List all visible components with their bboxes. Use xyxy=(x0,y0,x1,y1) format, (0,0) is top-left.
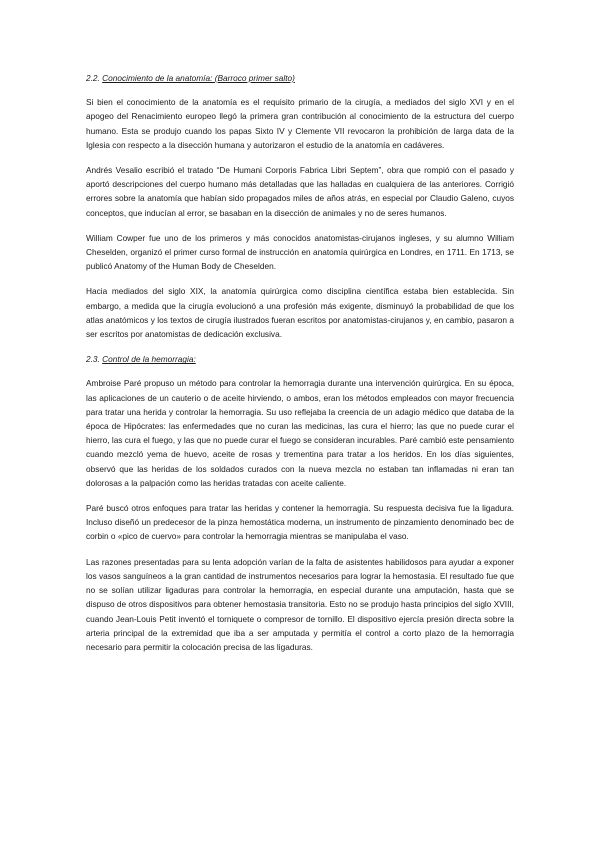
section-heading-2-3 xyxy=(86,352,514,366)
section-title: Control de la hemorragia: xyxy=(102,354,196,365)
paragraph: William Cowper fue uno de los primeros y más conocidos anatomistas-cirujanos ingleses, y su alumno William Cheselden, organizó el primer curso formal de instrucción en anatomía quirúrgica en Londres, en 1711. En 1713, se publicó Anatomy of the Human Body de Cheselden. xyxy=(86,232,514,272)
document-body xyxy=(86,71,514,665)
section-number: 2.3. xyxy=(86,354,100,365)
paragraph: Hacia mediados del siglo XIX, la anatomía quirúrgica como disciplina científica estaba bien establecida. Sin embargo, a medida que la cirugía evolucionó a una profesión más exigente, disminuyó la probabilidad de que los atlas anatómicos y los textos de cirugía ilustrados fueran escritos por anatomistas-cirujanos y, en cambio, pasaron a ser escritos por anatomistas de dedicación exclusiva. xyxy=(86,286,514,340)
section-heading-2-2 xyxy=(86,71,514,85)
paragraph: Si bien el conocimiento de la anatomía es el requisito primario de la cirugía, a mediados del siglo XVI y en el apogeo del Renacimiento europeo llegó la primera gran contribución al conocimiento de la estructura del cuerpo humano. Esta se produjo cuando los papas Sixto IV y Clemente VII revocaron la prohibición de larga data de la Iglesia con respecto a la disección humana y autorizaron el estudio de la anatomía en cadáveres. xyxy=(86,97,514,150)
paragraph: Andrés Vesalio escribió el tratado “De Humani Corporis Fabrica Libri Septem”, obra que rompió con el pasado y aportó descripciones del cuerpo humano más detalladas que las halladas en cualquiera de las anteriores. Corrigió errores sobre la anatomía que habían sido propagados miles de años atrás, en especial por Claudio Galeno, cuyos conceptos, que inducían al error, se basaban en la disección de animales y no de seres humanos. xyxy=(86,165,514,218)
section-title: Conocimiento de la anatomía: (Barroco primer salto) xyxy=(102,73,295,83)
paragraph: Paré buscó otros enfoques para tratar las heridas y contener la hemorragia. Su respuesta decisiva fue la ligadura. Incluso diseñó un predecesor de la pinza hemostática moderna, un instrumento de pinzamiento denominado bec de corbin o «pico de cuervo» para controlar la hemorragia mientras se manipulaba el vaso. xyxy=(86,503,514,542)
paragraph: Ambroise Paré propuso un método para controlar la hemorragia durante una intervención quirúrgica. En su época, las aplicaciones de un cauterio o de aceite hirviendo, o ambos, eran los métodos empleados con mayor frecuencia para tratar una herida y controlar la hemorragia. Su uso reflejaba la creencia de un adagio médico que databa de la época de Hipócrates: las enfermedades que no curan las medicinas, las cura el hierro; las que no puede curar el hierro, las cura el fuego, y las que no puede curar el fuego se consideran incurables. Paré cambió este pensamiento cuando mezcló yema de huevo, aceite de rosas y trementina para tratar a los heridos. En los días siguientes, observó que las heridas de los soldados curados con la nueva mezcla no estaban tan inflamadas ni eran tan dolorosas a la palpación como las heridas tratadas con aceite caliente. xyxy=(86,378,514,488)
paragraph: Las razones presentadas para su lenta adopción varían de la falta de asistentes habilidosos para ayudar a exponer los vasos sanguíneos a la gran cantidad de instrumentos necesarios para lograr la hemostasia. El resultado fue que no se solían utilizar ligaduras para controlar la hemorragia, en especial durante una amputación, hasta que se dispuso de otros dispositivos para obtener hemostasia transitoria. Esto no se produjo hasta principios del siglo XVIII, cuando Jean-Louis Petit inventó el torniquete o compresor de tornillo. El dispositivo ejercía presión directa sobre la arteria principal de la extremidad que iba a ser amputada y permitía el control a corto plazo de la hemorragia necesario para permitir la colocación precisa de las ligaduras. xyxy=(86,556,514,652)
section-number: 2.2. xyxy=(86,73,100,83)
